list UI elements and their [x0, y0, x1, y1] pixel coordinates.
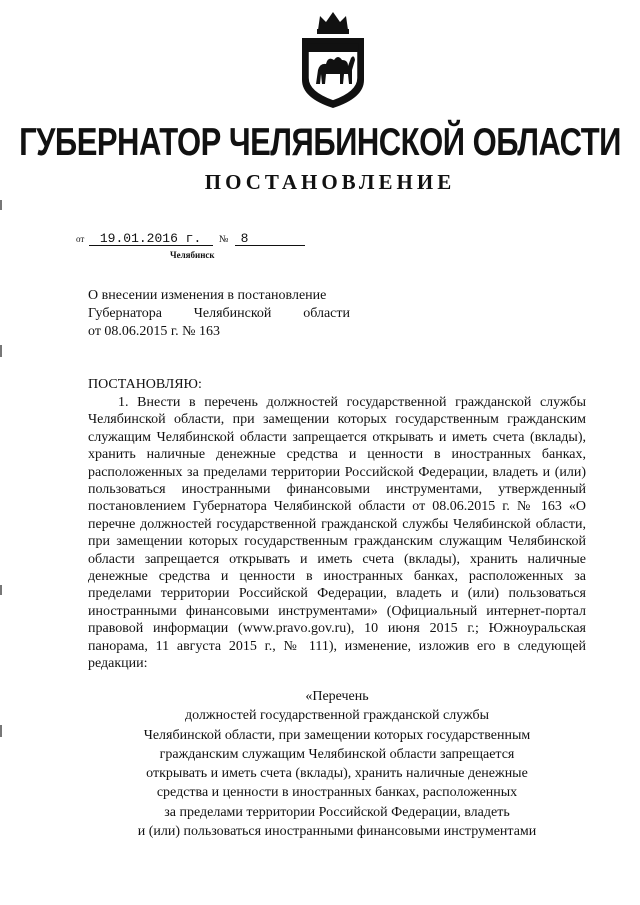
subject-line: О внесении изменения в постановление — [88, 288, 327, 303]
quote-line: за пределами территории Российской Федерации, владеть — [164, 804, 510, 820]
date-number-line — [76, 232, 305, 246]
number-label: № — [218, 234, 229, 245]
decree-word: ПОСТАНОВЛЯЮ: — [88, 377, 202, 392]
quote-line: Челябинской области, при замещении которых государственным — [143, 727, 531, 743]
subject-line: от 08.06.2015 г. № 163 — [88, 324, 220, 339]
scan-margin-mark — [0, 585, 2, 595]
paragraph-1: 1. Внести в перечень должностей государственной гражданской службы Челябинской области, при замещении которых государственным гражданским служащим Челябинской области запрещается открывать и иметь счета (вклады), хранить наличные денежные средства и ценности в иностранных банках, расположенных за пределами территории Российской Федерации, владеть и (или) пользоваться иностранными финансовыми инструментами, утвержденный постановлением Губернатора Челябинской области от 08.06.2015 г. № 163 «О перечне должностей государственной гражданской службы Челябинской области, при замещении которых государственным гражданским служащим Челябинской области запрещается открывать и иметь счета (вклады), хранить наличные денежные средства и ценности в иностранных банках, расположенных за пределами территории Российской Федерации, владеть и (или) пользоваться иностранными финансовыми инструментами» (Официальный интернет-портал правовой информации (www.pravo.gov.ru), 10 июня 2015 г.; Южноуральская панорама, 11 августа 2015 г., № 111), изменение, изложив его в следующей редакции: — [88, 395, 586, 672]
scan-margin-mark — [0, 200, 2, 210]
authority-title: ГУБЕРНАТОР ЧЕЛЯБИНСКОЙ ОБЛАСТИ — [19, 120, 621, 164]
quote-line: должностей государственной гражданской службы — [184, 708, 490, 724]
document-subject — [88, 287, 350, 341]
document-number: 8 — [235, 232, 305, 246]
scan-margin-mark — [0, 725, 2, 737]
document-type: ПОСТАНОВЛЕНИЕ — [204, 170, 456, 194]
subject-line: Губернатора Челябинской области — [88, 306, 350, 321]
quote-line: средства и ценности в иностранных банках, расположенных — [156, 785, 518, 801]
city-name: Челябинск — [170, 250, 215, 260]
scan-margin-mark — [0, 345, 2, 357]
quote-line: гражданским служащим Челябинской области запрещается — [159, 746, 515, 762]
quote-line: и (или) пользоваться иностранными финансовыми инструментами — [137, 824, 537, 840]
quoted-list-title — [88, 687, 586, 841]
document-date: 19.01.2016 г. — [89, 232, 213, 246]
coat-of-arms-icon — [290, 8, 376, 112]
quote-line: открывать и иметь счета (вклады), хранить наличные денежные — [146, 766, 528, 782]
from-label: от — [76, 234, 85, 244]
quote-line: «Перечень — [305, 689, 369, 704]
